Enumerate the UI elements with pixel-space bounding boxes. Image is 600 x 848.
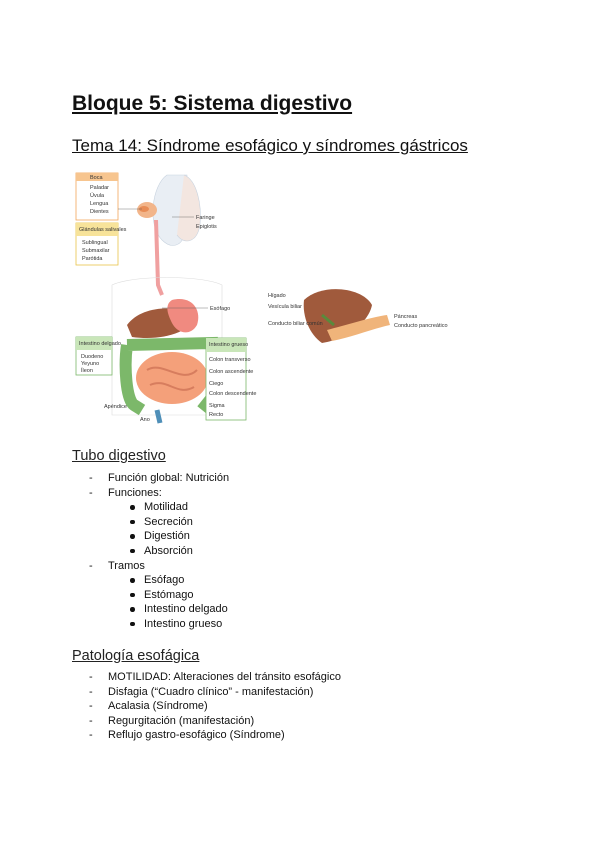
figure-label-sigma: Sigma bbox=[209, 403, 225, 409]
figure-label-boca: Boca bbox=[90, 175, 103, 181]
figure-label-ileon: Íleon bbox=[81, 368, 93, 374]
figure-label-dientes: Dientes bbox=[90, 209, 109, 215]
sub-list-item: Intestino grueso bbox=[108, 617, 229, 632]
page-subtitle: Tema 14: Síndrome esofágico y síndromes gástricos bbox=[72, 136, 468, 155]
sub-list-item: Absorción bbox=[108, 544, 229, 559]
figure-label-intestino-delgado: Intestino delgado bbox=[79, 341, 121, 347]
figure-label-paladar: Paladar bbox=[90, 185, 109, 191]
funciones-sublist bbox=[108, 500, 229, 558]
sub-list-item: Secreción bbox=[108, 515, 229, 530]
figure-label-esofago: Esófago bbox=[210, 306, 231, 312]
digestive-system-figure bbox=[72, 165, 448, 430]
figure-label-ano: Ano bbox=[140, 417, 150, 423]
figure-label-apendice: Apéndice bbox=[104, 404, 127, 410]
list-item: - Reflujo gastro-esofágico (Síndrome) bbox=[72, 728, 341, 743]
figure-label-duodeno: Duodeno bbox=[81, 354, 104, 360]
figure-label-colon-descendente: Colon descendente bbox=[209, 391, 257, 397]
figure-label-yeyuno: Yeyuno bbox=[81, 361, 100, 367]
tubo-digestivo-list bbox=[72, 471, 229, 632]
figure-label-colon-ascendente: Colon ascendente bbox=[209, 369, 254, 375]
figure-label-faringe: Faringe bbox=[196, 215, 215, 221]
sub-list-item: Esófago bbox=[108, 573, 229, 588]
list-item: - MOTILIDAD: Alteraciones del tránsito esofágico bbox=[72, 670, 341, 685]
figure-label-conducto-pancreatico: Conducto pancreático bbox=[394, 323, 448, 329]
list-item: - Función global: Nutrición bbox=[72, 471, 229, 486]
sub-list-item: Estómago bbox=[108, 588, 229, 603]
section-title-tubo-digestivo: Tubo digestivo bbox=[72, 448, 166, 464]
list-item: - Regurgitación (manifestación) bbox=[72, 714, 341, 729]
figure-label-submaxilar: Submaxilar bbox=[82, 248, 110, 254]
figure-label-lengua: Lengua bbox=[90, 201, 109, 207]
figure-label-intestino-grueso: Intestino grueso bbox=[209, 342, 249, 348]
figure-label-higado: Hígado bbox=[268, 293, 286, 299]
figure-label-sublingual: Sublingual bbox=[82, 240, 108, 246]
patologia-esofagica-list bbox=[72, 670, 341, 743]
list-item: - Funciones: Motilidad Secreción Digestión Absorción bbox=[72, 486, 229, 559]
list-item: - Disfagia (“Cuadro clínico” - manifestación) bbox=[72, 685, 341, 700]
figure-label-pancreas: Páncreas bbox=[394, 314, 418, 320]
figure-label-vesicula: Vesícula biliar bbox=[268, 304, 302, 310]
figure-label-recto: Recto bbox=[209, 412, 224, 418]
figure-label-ciego: Ciego bbox=[209, 381, 224, 387]
sub-list-item: Intestino delgado bbox=[108, 602, 229, 617]
page-title: Bloque 5: Sistema digestivo bbox=[72, 92, 353, 115]
section-title-patologia-esofagica: Patología esofágica bbox=[72, 648, 200, 664]
figure-label-parotida: Parótida bbox=[82, 256, 103, 262]
list-item: - Acalasia (Síndrome) bbox=[72, 699, 341, 714]
tramos-sublist bbox=[108, 573, 229, 631]
figure-label-uvula: Úvula bbox=[90, 193, 105, 199]
sub-list-item: Motilidad bbox=[108, 500, 229, 515]
figure-label-colon-transverso: Colon transverso bbox=[209, 357, 251, 363]
list-item: - Tramos Esófago Estómago Intestino delgado Intestino grueso bbox=[72, 559, 229, 632]
figure-label-glandulas: Glándulas salivales bbox=[79, 227, 127, 233]
sub-list-item: Digestión bbox=[108, 529, 229, 544]
figure-label-epiglotis: Epiglotis bbox=[196, 224, 217, 230]
figure-label-conducto-biliar: Conducto biliar común bbox=[268, 321, 323, 327]
